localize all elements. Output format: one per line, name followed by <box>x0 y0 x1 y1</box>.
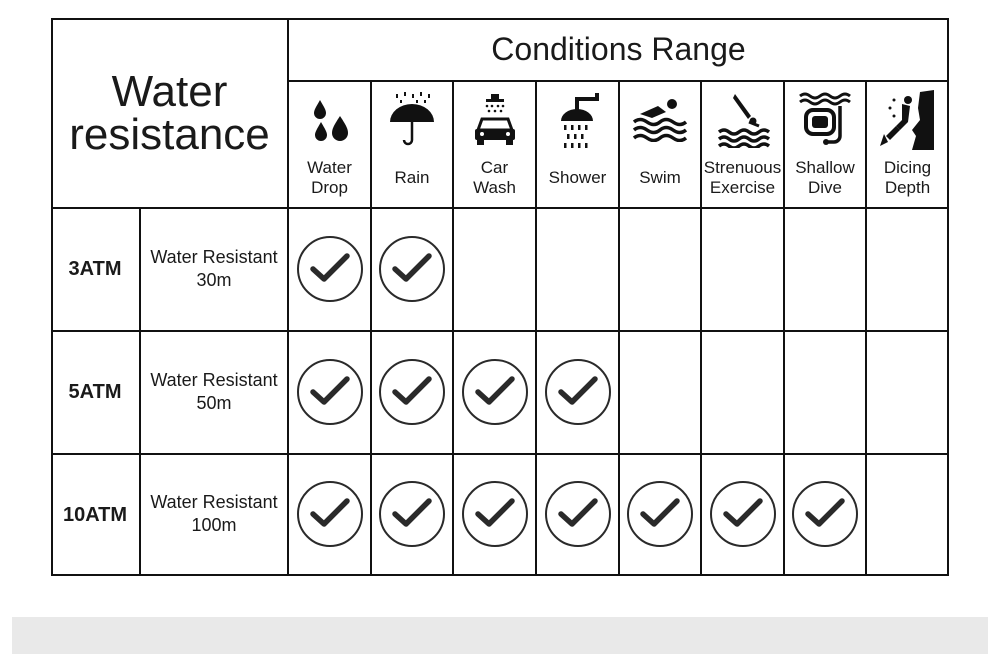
atm-rating: 5ATM <box>68 381 122 403</box>
resistance-description: Water Resistant 100m <box>150 492 278 535</box>
category-label: Dicing Depth <box>883 158 932 197</box>
category-label: Swim <box>639 168 681 187</box>
scuba-diver-icon <box>866 88 949 152</box>
category-label: Shower <box>548 168 607 187</box>
atm-rating: 10ATM <box>62 503 128 526</box>
checkmark-circle-icon <box>297 481 363 547</box>
checkmark-circle-icon <box>379 481 445 547</box>
snorkel-mask-icon <box>784 88 866 152</box>
resistance-description: Water Resistant 30m <box>150 246 278 290</box>
category-label: Water Drop <box>307 158 352 197</box>
car-wash-icon <box>453 88 536 152</box>
category-label: Rain <box>394 168 430 187</box>
checkmark-circle-icon <box>710 481 776 547</box>
category-label: Strenuous Exercise <box>703 158 782 197</box>
checkmark-circle-icon <box>792 481 858 547</box>
water-drop-icon <box>288 88 371 152</box>
shower-icon <box>536 88 619 152</box>
atm-rating: 3ATM <box>68 258 122 280</box>
umbrella-rain-icon <box>371 88 453 152</box>
checkmark-circle-icon <box>627 481 693 547</box>
title-line-2: resistance <box>69 110 270 159</box>
footer-bar <box>12 617 988 654</box>
checkmark-circle-icon <box>545 359 611 425</box>
conditions-header: Conditions Range <box>491 31 746 67</box>
table-title <box>51 18 288 208</box>
resistance-description: Water Resistant 50m <box>150 369 278 413</box>
checkmark-circle-icon <box>379 236 445 302</box>
title-line-1: Water <box>111 67 228 116</box>
checkmark-circle-icon <box>379 359 445 425</box>
checkmark-circle-icon <box>297 236 363 302</box>
swimmer-icon <box>619 88 701 152</box>
checkmark-circle-icon <box>462 481 528 547</box>
checkmark-circle-icon <box>297 359 363 425</box>
category-label: Car Wash <box>473 158 516 197</box>
diver-jump-icon <box>701 88 784 152</box>
checkmark-circle-icon <box>545 481 611 547</box>
checkmark-circle-icon <box>462 359 528 425</box>
category-label: Shallow Dive <box>795 158 855 197</box>
